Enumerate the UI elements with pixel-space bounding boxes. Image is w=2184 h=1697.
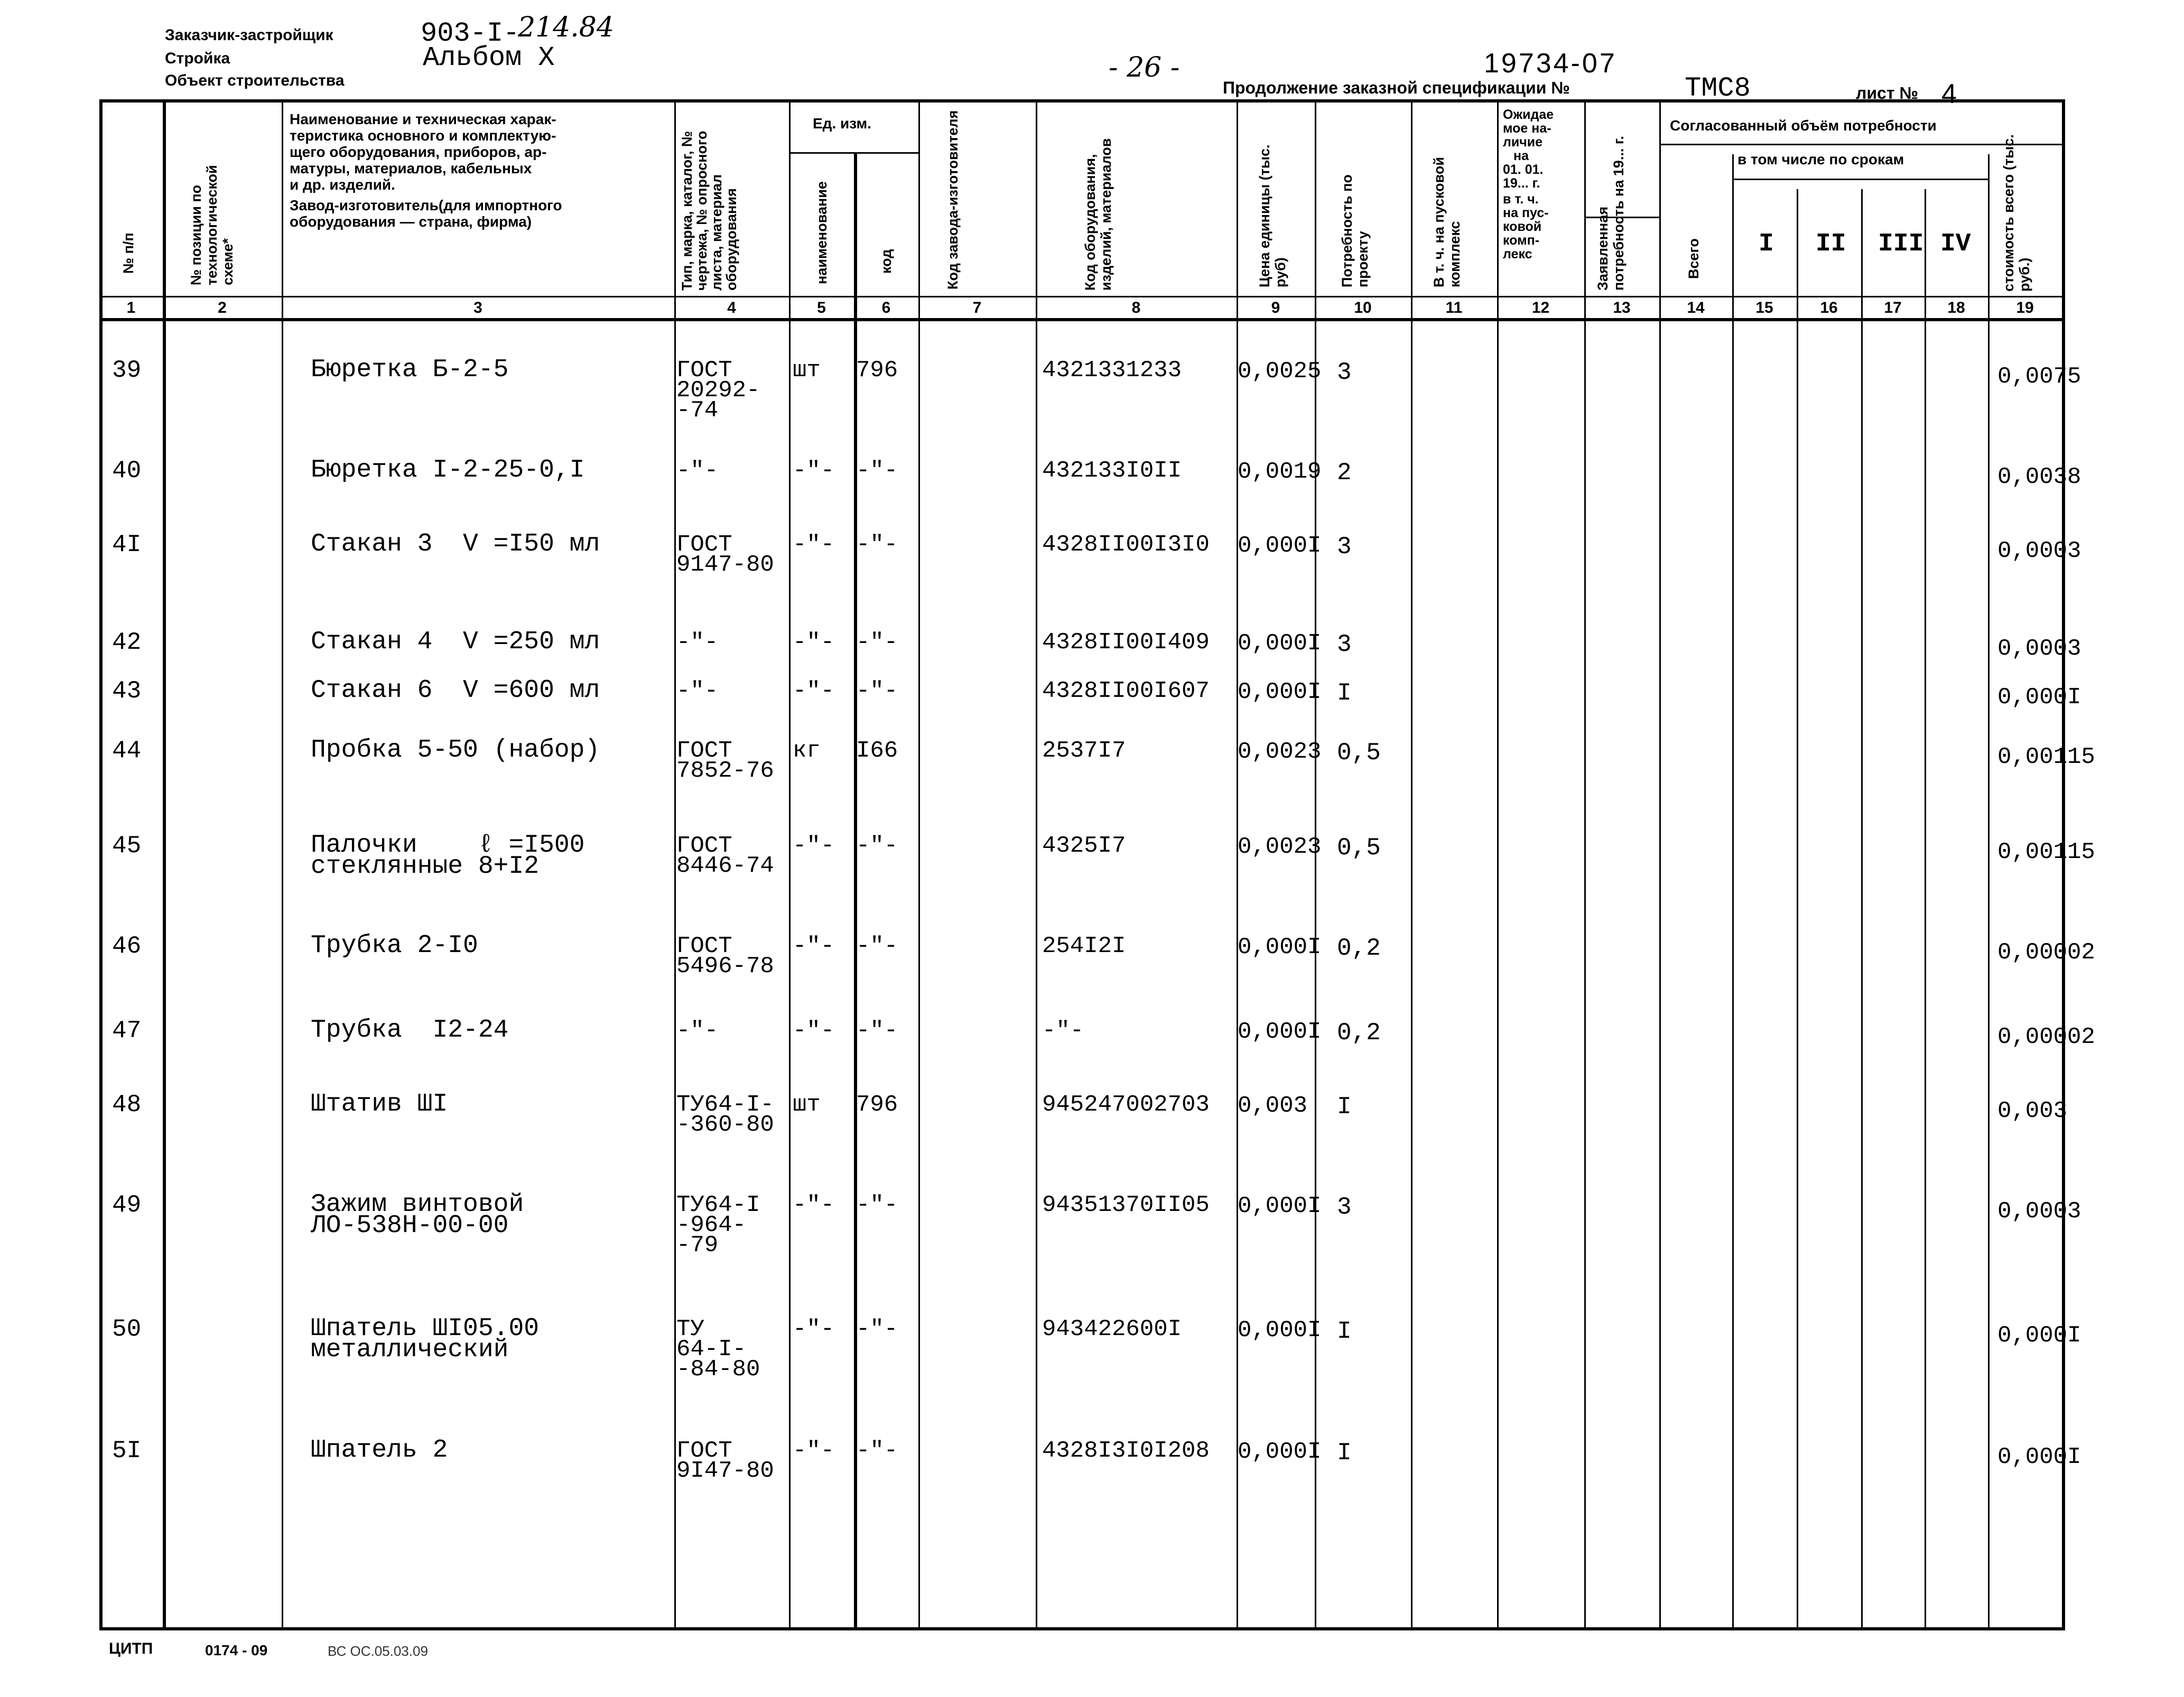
cell-name: Бюретка Б-2-5 (311, 356, 509, 384)
col-number: 7 (972, 299, 982, 316)
cell-type: -"- (676, 629, 719, 656)
cell-unit-code: I66 (856, 738, 898, 764)
cell-number: 49 (112, 1191, 142, 1219)
cell-name: Штатив ШI (311, 1090, 448, 1118)
cell-name: Трубка 2-I0 (311, 931, 478, 960)
cell-unit: шт (793, 1092, 821, 1118)
cell-type: 5496-78 (676, 953, 774, 980)
spec-code: ТМС8 (1685, 73, 1751, 104)
cell-name: ЛО-538Н-00-00 (311, 1211, 509, 1240)
cell-equipment-code: 4328II00I3I0 (1042, 532, 1210, 558)
col-header-14: Всего (1686, 238, 1702, 279)
cell-unit: -"- (793, 1018, 835, 1044)
cell-price: 0,000I (1238, 1019, 1322, 1045)
cell-name: Трубка I2-24 (311, 1016, 509, 1045)
cell-number: 5I (112, 1437, 142, 1465)
cell-name: Стакан 3 V =I50 мл (311, 530, 600, 558)
cell-type: -964- (676, 1212, 747, 1238)
cell-type: 20292- (676, 377, 760, 404)
cell-unit: -"- (793, 629, 835, 656)
continuation-label: Продолжение заказной спецификации № (1223, 78, 1570, 97)
cell-type: ГОСТ (676, 833, 732, 859)
cell-total-cost: 0,00115 (1997, 839, 2095, 865)
footer-org: ЦИТП (109, 1640, 153, 1657)
col-header-7: Код завода-изготовителя (945, 110, 961, 290)
cell-type: 9147-80 (676, 552, 774, 578)
col-number: 13 (1613, 299, 1631, 316)
col-number: 11 (1445, 299, 1463, 316)
cell-quantity: 0,5 (1337, 834, 1381, 862)
cell-equipment-code: 2537I7 (1042, 738, 1126, 764)
cell-unit: -"- (793, 458, 835, 484)
col-header-3: Наименование и техническая харак- теристика основного и комплектую- щего оборудования, приборов, ар- матуры, материалов, кабельных и др. изделий. Завод-изготовитель(для импортного оборудования — страна, фирма) (290, 111, 562, 230)
cell-number: 39 (112, 357, 142, 384)
col-header-15: I (1759, 230, 1774, 258)
cell-name: Стакан 4 V =250 мл (311, 628, 600, 656)
cell-unit-code: -"- (856, 833, 898, 859)
cell-total-cost: 0,0003 (1997, 636, 2081, 662)
specification-table (99, 99, 2095, 1630)
cell-number: 48 (112, 1091, 142, 1118)
col-number: 19 (2016, 299, 2034, 316)
cell-type: -"- (676, 1018, 719, 1044)
col-header-13: Заявленная потребность на 19... г. (1595, 136, 1627, 291)
cell-unit-code: -"- (856, 1438, 898, 1464)
cell-type: ТУ64-I- (676, 1092, 774, 1118)
cell-quantity: 2 (1337, 459, 1352, 487)
cell-type: ГОСТ (676, 1438, 732, 1464)
cell-equipment-code: 4328II00I409 (1042, 629, 1210, 656)
cell-number: 46 (112, 933, 142, 960)
cell-quantity: 0,2 (1337, 935, 1381, 962)
cell-name: Бюретка I-2-25-0,I (311, 456, 585, 484)
cell-total-cost: 0,0003 (1997, 538, 2081, 564)
cell-total-cost: 0,000I (1997, 1322, 2081, 1349)
cell-price: 0,000I (1238, 1193, 1322, 1219)
cell-name: Зажим винтовой (311, 1190, 524, 1219)
col-number: 9 (1271, 299, 1280, 316)
cell-equipment-code: 432133I0II (1042, 458, 1182, 484)
cell-equipment-code: 94351370II05 (1042, 1192, 1210, 1218)
cell-quantity: 3 (1337, 359, 1352, 386)
cell-total-cost: 0,000I (1997, 1444, 2081, 1470)
cell-number: 4I (112, 531, 142, 558)
col-number: 3 (473, 299, 482, 316)
col-header-10: Потребность по проекту (1339, 174, 1371, 287)
col-header-11: В т. ч. на пусковой комплекс (1431, 156, 1463, 287)
cell-unit: кг (793, 738, 821, 764)
customer-value: 903-I- (421, 18, 520, 49)
cell-unit: -"- (793, 933, 835, 959)
cell-unit: -"- (793, 532, 835, 558)
cell-name: Стакан 6 V =600 мл (311, 676, 600, 705)
cell-unit: -"- (793, 678, 835, 704)
cell-unit-code: -"- (856, 629, 898, 656)
col-number: 14 (1687, 299, 1705, 316)
cell-quantity: 3 (1337, 1194, 1352, 1221)
cell-price: 0,000I (1238, 533, 1322, 559)
cell-price: 0,000I (1238, 630, 1322, 657)
sheet-number: 4 (1941, 79, 1957, 109)
col-header-17: III (1878, 230, 1924, 258)
cell-equipment-code: 4328I3I0I208 (1042, 1438, 1210, 1464)
cell-type: ГОСТ (676, 933, 732, 959)
sheet-label: лист № (1856, 83, 1919, 102)
cell-quantity: 0,2 (1337, 1019, 1381, 1047)
col-number: 10 (1354, 299, 1372, 316)
page-marker: - 26 - (1109, 52, 1180, 83)
site-value: Альбом X (423, 42, 555, 73)
cell-type: -360-80 (676, 1112, 774, 1138)
cell-type: -"- (676, 678, 719, 704)
cell-quantity: 3 (1337, 631, 1352, 658)
cell-type: -79 (676, 1232, 719, 1258)
site-label: Стройка (165, 50, 230, 67)
cell-equipment-code: 4321331233 (1042, 357, 1182, 384)
footer-stamp: ВС ОС.05.03.09 (328, 1643, 428, 1659)
cell-equipment-code: -"- (1042, 1018, 1084, 1044)
cell-name: металлический (311, 1336, 509, 1364)
col-number: 16 (1820, 299, 1838, 316)
object-label: Объект строительства (165, 72, 345, 89)
cell-unit: -"- (793, 1438, 835, 1464)
cell-name: Шпатель 2 (311, 1436, 448, 1465)
cell-quantity: I (1337, 1439, 1352, 1467)
cell-total-cost: 0,003 (1997, 1098, 2068, 1124)
cell-type: 8446-74 (676, 853, 774, 879)
footer-code: 0174 - 09 (205, 1642, 268, 1658)
cell-name: Пробка 5-50 (набор) (311, 736, 600, 764)
cell-price: 0,0023 (1238, 834, 1322, 860)
cell-number: 40 (112, 457, 142, 484)
col-header-5: наименование (814, 181, 830, 284)
cell-quantity: I (1337, 1093, 1352, 1121)
cell-unit-code: -"- (856, 532, 898, 558)
cell-total-cost: 0,00002 (1997, 1024, 2095, 1050)
spec-number: 19734-07 (1484, 48, 1617, 79)
cell-unit-code: 796 (856, 1092, 898, 1118)
cell-unit-code: -"- (856, 1316, 898, 1342)
col-number: 8 (1131, 299, 1141, 316)
cell-type: ТУ64-I (676, 1192, 760, 1218)
col-header-16: II (1816, 230, 1846, 258)
col-number: 18 (1947, 299, 1965, 316)
customer-value-handwritten: 214.84 (518, 12, 614, 43)
cell-total-cost: 0,00115 (1997, 744, 2095, 770)
cell-unit: шт (793, 357, 821, 384)
cell-unit-code: -"- (856, 1018, 898, 1044)
cell-unit-code: -"- (856, 458, 898, 484)
cell-number: 50 (112, 1316, 142, 1343)
cell-total-cost: 0,000I (1997, 684, 2081, 711)
cell-unit: -"- (793, 1316, 835, 1342)
col-header-1: № п/п (120, 232, 136, 274)
cell-total-cost: 0,0038 (1997, 464, 2081, 490)
cell-type: 9I47-80 (676, 1458, 774, 1484)
col-number: 5 (817, 299, 826, 316)
cell-price: 0,0025 (1238, 358, 1322, 385)
cell-type: ГОСТ (676, 357, 732, 384)
cell-name: Шпатель ШI05.00 (311, 1314, 540, 1343)
col-header-8: Код оборудования, изделий, материалов (1082, 138, 1114, 291)
col-number: 1 (126, 299, 136, 316)
cell-name: стеклянные 8+I2 (311, 852, 540, 881)
cell-number: 45 (112, 832, 142, 860)
cell-unit-code: -"- (856, 678, 898, 704)
col-header-19: стоимость всего (тыс. руб.) (2001, 134, 2032, 292)
col-number: 17 (1884, 299, 1902, 316)
cell-unit-code: -"- (856, 933, 898, 959)
cell-price: 0,000I (1238, 1439, 1322, 1465)
cell-quantity: I (1337, 1318, 1352, 1345)
cell-number: 43 (112, 677, 142, 705)
cell-quantity: 0,5 (1337, 739, 1381, 767)
cell-unit: -"- (793, 833, 835, 859)
cell-total-cost: 0,0075 (1997, 363, 2081, 390)
cell-price: 0,000I (1238, 934, 1322, 961)
cell-type: ТУ (676, 1316, 704, 1342)
col-number: 15 (1755, 299, 1773, 316)
cell-type: ГОСТ (676, 738, 732, 764)
col-header-12: Ожидае мое на- личие на 01. 01. 19... г. в т. ч. на пус- ковой комп- лекс (1503, 107, 1554, 262)
unit-group-header: Ед. изм. (813, 115, 871, 132)
cell-type: ГОСТ (676, 532, 732, 558)
col-header-6: код (878, 249, 894, 274)
cell-price: 0,003 (1238, 1093, 1308, 1119)
col-header-18: IV (1940, 230, 1971, 258)
cell-equipment-code: 945247002703 (1042, 1092, 1210, 1118)
cell-price: 0,0019 (1238, 459, 1322, 485)
terms-group-header: в том числе по срокам (1737, 151, 1904, 167)
cell-type: 7852-76 (676, 758, 774, 784)
cell-unit: -"- (793, 1192, 835, 1218)
cell-total-cost: 0,0003 (1997, 1198, 2081, 1225)
customer-label: Заказчик-застройщик (165, 26, 333, 44)
cell-price: 0,0023 (1238, 739, 1322, 765)
cell-quantity: I (1337, 679, 1352, 707)
cell-name: Палочки ℓ =I500 (311, 831, 585, 860)
cell-number: 44 (112, 737, 142, 764)
cell-equipment-code: 4328II00I607 (1042, 678, 1210, 704)
cell-number: 42 (112, 629, 142, 656)
col-header-2: № позиции по технологической схеме* (188, 165, 236, 285)
cell-equipment-code: 4325I7 (1042, 833, 1126, 859)
col-header-4: Тип, марка, каталог, № чертежа, № опросного листа, материал оборудования (679, 130, 739, 291)
cell-total-cost: 0,00002 (1997, 939, 2095, 966)
col-number: 2 (218, 299, 227, 316)
cell-type: 64-I- (676, 1336, 747, 1363)
cell-number: 47 (112, 1017, 142, 1045)
cell-unit-code: 796 (856, 357, 898, 384)
cell-type: -"- (676, 458, 719, 484)
col-header-9: Цена единицы (тыс. руб) (1257, 144, 1288, 287)
agreed-group-header: Согласованный объём потребности (1670, 117, 1937, 134)
cell-price: 0,000I (1238, 679, 1322, 705)
col-number: 6 (881, 299, 891, 316)
col-number: 4 (727, 299, 736, 316)
cell-type: -74 (676, 397, 719, 424)
cell-equipment-code: 254I2I (1042, 933, 1126, 959)
col-number: 12 (1531, 299, 1550, 316)
cell-price: 0,000I (1238, 1317, 1322, 1344)
cell-unit-code: -"- (856, 1192, 898, 1218)
cell-equipment-code: 943422600I (1042, 1316, 1182, 1342)
cell-type: -84-80 (676, 1356, 760, 1383)
cell-quantity: 3 (1337, 533, 1352, 561)
